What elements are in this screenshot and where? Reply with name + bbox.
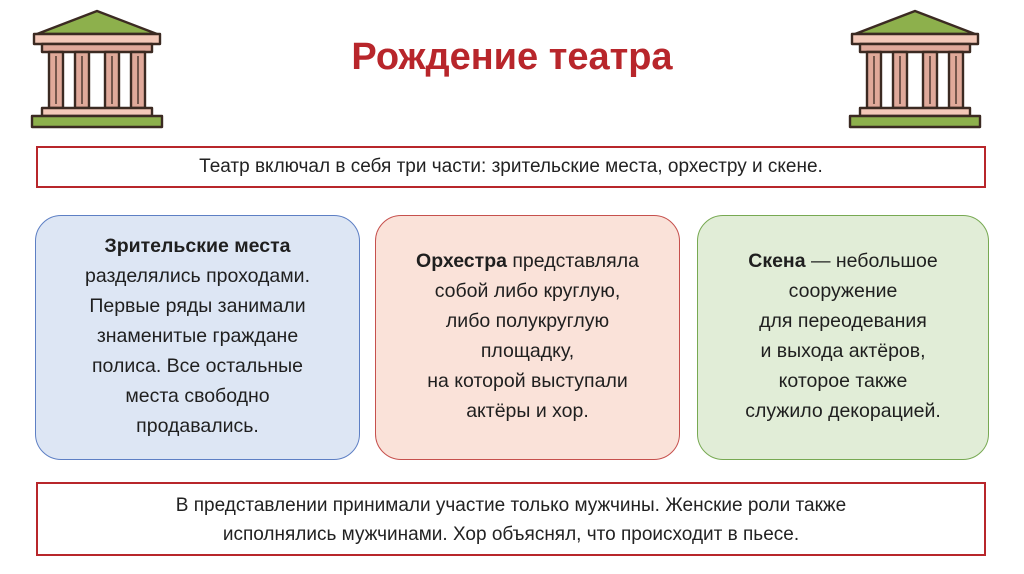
- card-line: либо полукруглую: [445, 310, 610, 332]
- card-heading: Орхестра: [416, 250, 507, 272]
- card-line: Первые ряды занимали: [89, 295, 306, 317]
- card-line: разделялись проходами.: [84, 265, 310, 287]
- card-skene: [697, 215, 989, 460]
- card-line: для переодевания: [759, 310, 927, 332]
- card-line: полиса. Все остальные: [91, 355, 303, 377]
- card-heading-rest: представляла: [506, 250, 639, 272]
- footer-line: В представлении принимали участие только мужчины. Женские роли также: [175, 495, 847, 516]
- card-line: знаменитые граждане: [96, 325, 299, 347]
- footer-box: [36, 482, 986, 556]
- card-line: собой либо круглую,: [434, 280, 621, 302]
- card-line: служило декорацией.: [745, 400, 941, 422]
- intro-text: Театр включал в себя три части: зрительские места, орхестру и скене.: [199, 156, 823, 177]
- card-line: продавались.: [136, 415, 259, 437]
- card-heading-rest: — небольшое: [805, 250, 938, 272]
- page-title: Рождение театра: [351, 36, 673, 78]
- card-orchestra: [375, 215, 680, 460]
- footer-line: исполнялись мужчинами. Хор объяснял, что происходит в пьесе.: [222, 524, 800, 545]
- card-heading: Скена: [748, 250, 806, 272]
- card-line: и выхода актёров,: [760, 340, 926, 362]
- card-line: площадку,: [480, 340, 575, 362]
- card-line: места свободно: [125, 385, 270, 407]
- card-line: на которой выступали: [427, 370, 628, 392]
- card-heading-line: [376, 246, 679, 276]
- card-spectator-seats: [35, 215, 360, 460]
- card-line: которое также: [778, 370, 908, 392]
- card-heading: Зрительские места: [104, 235, 291, 257]
- intro-box: [36, 146, 986, 188]
- card-heading-line: [698, 246, 988, 276]
- card-line: актёры и хор.: [466, 400, 589, 422]
- card-line: сооружение: [788, 280, 898, 302]
